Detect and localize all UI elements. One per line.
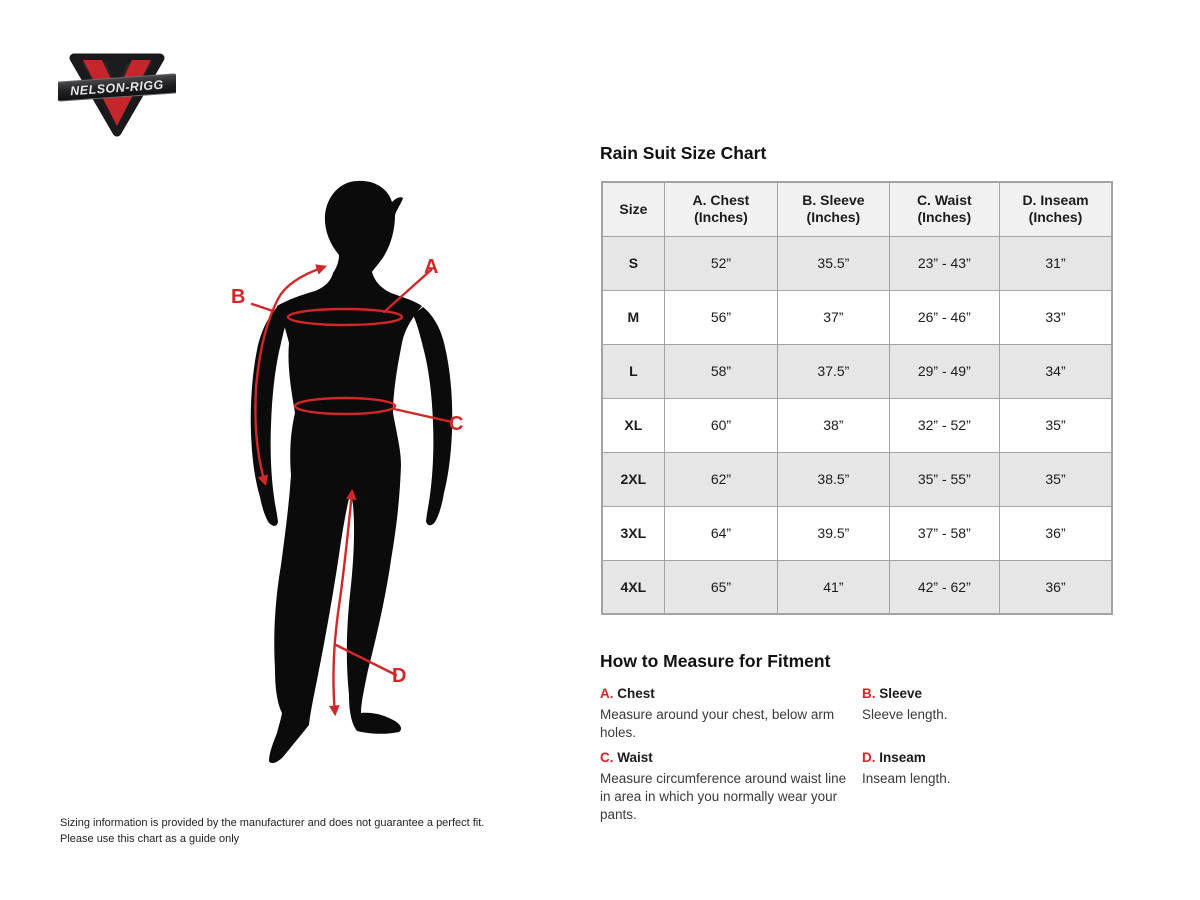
size-cell: S [602,236,664,290]
sleeve-cell: 39.5” [778,506,889,560]
silhouette-left-arm [251,305,291,526]
measure-item-description: Inseam length. [862,771,951,786]
measure-label-b: B [231,286,246,308]
nelson-rigg-logo [58,48,176,140]
chest-cell: 58” [664,344,777,398]
size-table-body [602,236,1112,614]
size-chart-table [601,181,1113,615]
measure-item-key: A. [600,686,614,701]
measure-item-description: Measure circumference around waist line in area in which you normally wear your pants. [600,771,847,822]
inseam-cell: 36” [1000,560,1112,614]
inseam-cell: 33” [1000,290,1112,344]
waist-cell: 29” - 49” [889,344,999,398]
chest-cell: 64” [664,506,777,560]
table-row [602,452,1112,506]
table-row [602,506,1112,560]
size-cell: M [602,290,664,344]
column-header-label: D. Inseam [1022,191,1089,208]
male-silhouette [225,175,495,790]
chest-cell: 65” [664,560,777,614]
table-row [602,398,1112,452]
measure-label-c: C [449,413,464,435]
size-cell: 2XL [602,452,664,506]
sleeve-cell: 38” [778,398,889,452]
inseam-cell: 35” [1000,398,1112,452]
waist-cell: 42” - 62” [889,560,999,614]
measure-item-label [862,750,1122,765]
inseam-cell: 36” [1000,506,1112,560]
size-cell: XL [602,398,664,452]
column-header-sublabel: (Inches) [806,209,861,226]
waist-cell: 37” - 58” [889,506,999,560]
size-cell: 3XL [602,506,664,560]
chest-cell: 56” [664,290,777,344]
disclaimer-line-2: Please use this chart as a guide only [60,832,240,845]
measure-item-name: Inseam [879,750,926,765]
column-header-sleeve [778,182,889,236]
table-row [602,290,1112,344]
table-row [602,560,1112,614]
disclaimer-line-1: Sizing information is provided by the manufacturer and does not guarantee a perfect fit. [60,817,485,829]
column-header-sublabel: (Inches) [1028,209,1083,226]
measure-label-d: D [392,665,407,687]
chest-cell: 62” [664,452,777,506]
measure-item-description: Measure around your chest, below arm holes. [600,707,835,740]
brand-triangle-icon [58,48,176,140]
column-header-sublabel: (Inches) [694,209,748,226]
body-measurement-diagram [225,175,495,790]
sleeve-cell: 35.5” [778,236,889,290]
waist-cell: 32” - 52” [889,398,999,452]
size-cell: L [602,344,664,398]
chest-cell: 52” [664,236,777,290]
table-header-row [602,182,1112,236]
column-header-size [602,182,664,236]
measure-item-key: B. [862,686,876,701]
waist-cell: 35” - 55” [889,452,999,506]
inseam-cell: 34” [1000,344,1112,398]
measure-item-waist [600,750,860,824]
chest-cell: 60” [664,398,777,452]
column-header-label: Size [619,200,648,217]
column-header-sublabel: (Inches) [917,209,972,226]
brand-name: NELSON-RIGG [69,77,165,99]
column-header-label: B. Sleeve [802,191,865,208]
measure-item-label [862,686,1122,701]
measure-item-name: Sleeve [879,686,923,701]
sizing-disclaimer [60,816,484,848]
measure-item-chest [600,686,860,742]
inseam-cell: 31” [1000,236,1112,290]
waist-cell: 26” - 46” [889,290,999,344]
column-header-inseam [1000,182,1112,236]
size-chart-title: Rain Suit Size Chart [600,143,767,163]
sleeve-cell: 37” [778,290,889,344]
column-header-waist [889,182,999,236]
silhouette-right-arm [413,307,452,525]
size-cell: 4XL [602,560,664,614]
column-header-chest [664,182,777,236]
measure-item-name: Chest [617,686,655,701]
inseam-cell: 35” [1000,452,1112,506]
table-row [602,236,1112,290]
label-b-leader-line [252,304,273,311]
sleeve-cell: 37.5” [778,344,889,398]
column-header-label: A. Chest [692,191,750,208]
column-header-label: C. Waist [916,191,972,208]
waist-cell: 23” - 43” [889,236,999,290]
measure-item-sleeve [862,686,1122,724]
measure-item-label [600,686,860,701]
measure-item-inseam [862,750,1122,788]
sleeve-cell: 41” [778,560,889,614]
table-row [602,344,1112,398]
measure-label-a: A [424,256,439,278]
measure-item-name: Waist [617,750,653,765]
measure-guide-title: How to Measure for Fitment [600,651,831,671]
measure-item-key: C. [600,750,614,765]
sleeve-cell: 38.5” [778,452,889,506]
measure-item-label [600,750,860,765]
measure-item-key: D. [862,750,876,765]
measure-item-description: Sleeve length. [862,707,948,722]
